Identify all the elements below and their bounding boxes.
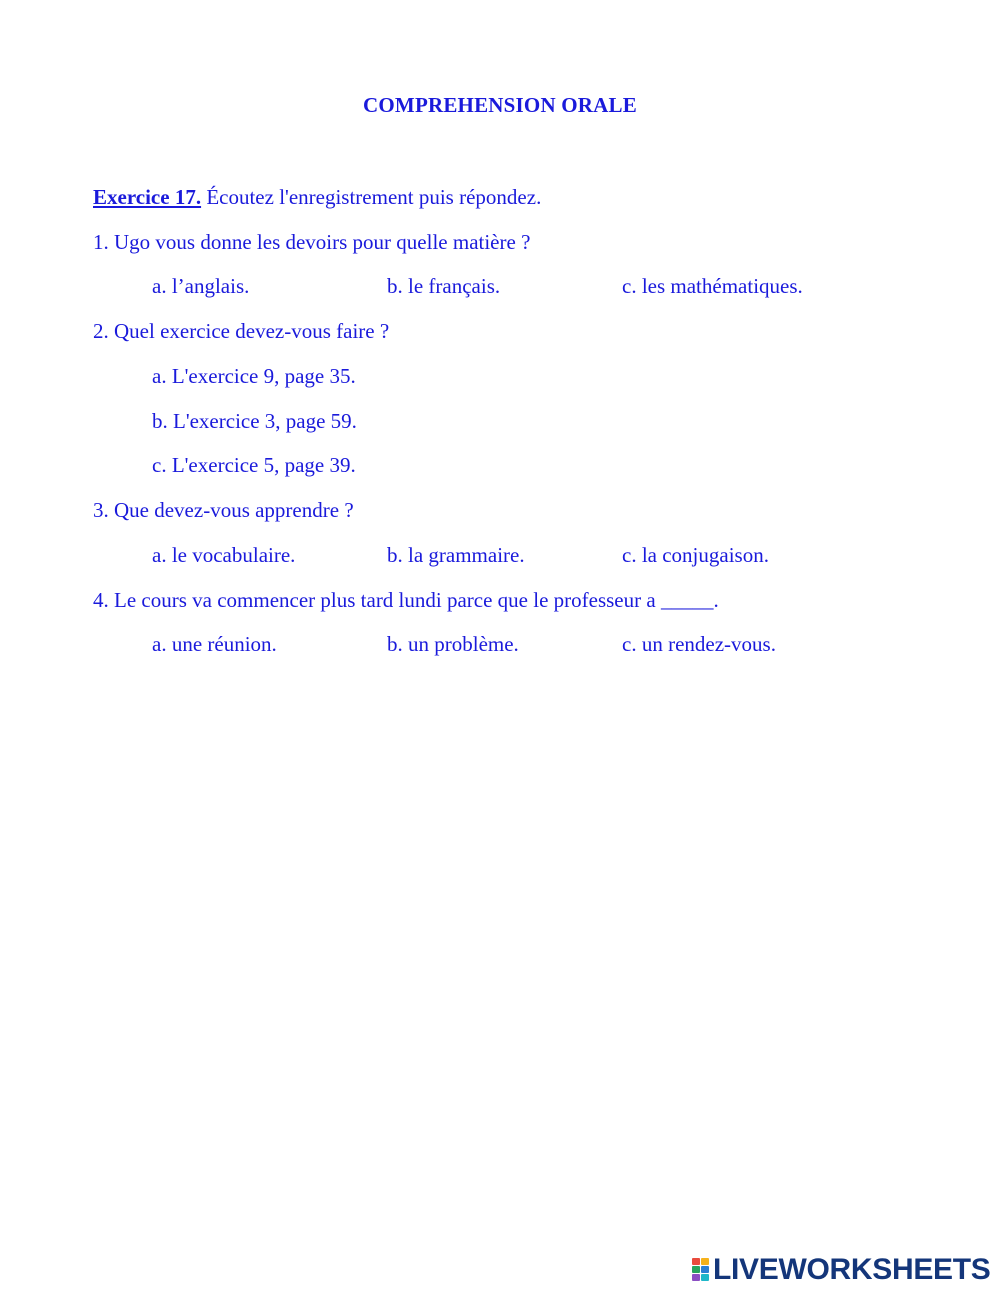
q4-option-b[interactable]: b. un problème. bbox=[387, 632, 519, 656]
question-4: 4. Le cours va commencer plus tard lundi parce que le professeur a _____. bbox=[93, 588, 719, 612]
q4-option-c[interactable]: c. un rendez-vous. bbox=[622, 632, 776, 656]
liveworksheets-logo bbox=[692, 1254, 991, 1286]
logo-block bbox=[701, 1258, 709, 1265]
q3-option-a[interactable]: a. le vocabulaire. bbox=[152, 543, 296, 567]
q3-option-b[interactable]: b. la grammaire. bbox=[387, 543, 525, 567]
q1-option-b[interactable]: b. le français. bbox=[387, 274, 501, 298]
q1-option-a[interactable]: a. l’anglais. bbox=[152, 274, 250, 298]
logo-block bbox=[701, 1274, 709, 1281]
logo-text: LIVEWORKSHEETS bbox=[713, 1253, 991, 1286]
q2-option-a[interactable]: a. L'exercice 9, page 35. bbox=[152, 364, 356, 388]
exercise-label: Exercice 17. bbox=[93, 185, 202, 209]
q4-option-a[interactable]: a. une réunion. bbox=[152, 632, 277, 656]
logo-block bbox=[692, 1266, 700, 1273]
q3-option-c[interactable]: c. la conjugaison. bbox=[622, 543, 769, 567]
q2-option-b[interactable]: b. L'exercice 3, page 59. bbox=[152, 409, 357, 433]
exercise-instruction: Écoutez l'enregistrement puis répondez. bbox=[201, 185, 542, 209]
logo-blocks-icon bbox=[692, 1258, 710, 1282]
exercise-heading bbox=[93, 184, 541, 210]
logo-block bbox=[701, 1266, 709, 1273]
question-3: 3. Que devez-vous apprendre ? bbox=[93, 498, 354, 522]
q2-option-c[interactable]: c. L'exercice 5, page 39. bbox=[152, 453, 356, 477]
question-2: 2. Quel exercice devez-vous faire ? bbox=[93, 319, 390, 343]
logo-block bbox=[692, 1258, 700, 1265]
page-title: COMPREHENSION ORALE bbox=[363, 93, 637, 117]
q1-option-c[interactable]: c. les mathématiques. bbox=[622, 274, 803, 298]
logo-block bbox=[692, 1274, 700, 1281]
question-1: 1. Ugo vous donne les devoirs pour quelle matière ? bbox=[93, 230, 531, 254]
